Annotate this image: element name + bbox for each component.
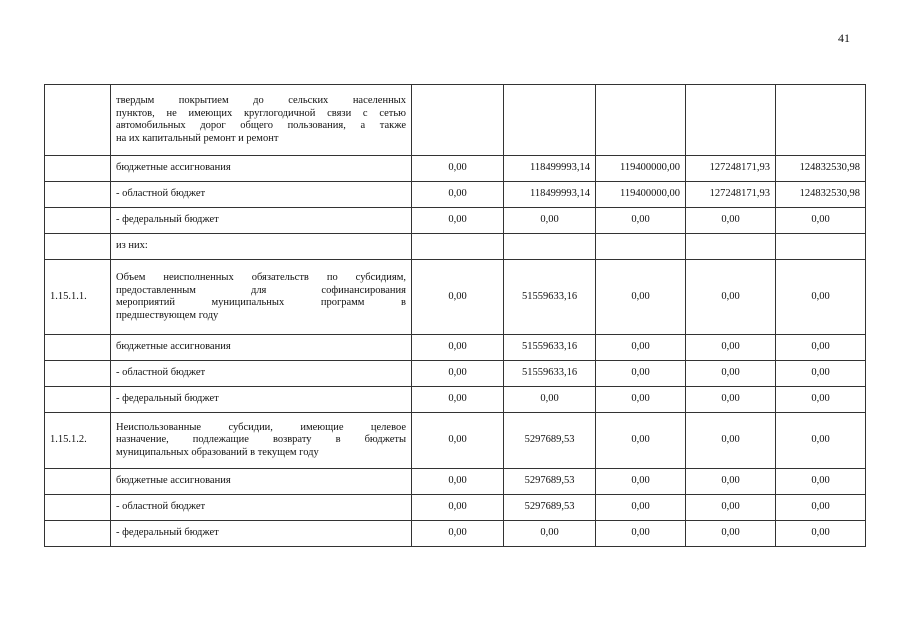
value-cell: 0,00: [412, 335, 504, 361]
description-line: Неиспользованные субсидии, имеющие целевое: [116, 421, 406, 433]
value-cell: [686, 234, 776, 260]
table-row: [45, 335, 866, 361]
table-row: [45, 182, 866, 208]
description-line: - федеральный бюджет: [116, 214, 219, 226]
value-cell: 0,00: [686, 335, 776, 361]
value-cell: [412, 85, 504, 156]
value-cell: 0,00: [686, 387, 776, 413]
value-cell: 51559633,16: [504, 335, 596, 361]
row-number: [45, 387, 111, 413]
description-line: бюджетные ассигнования: [116, 341, 231, 353]
row-number: [45, 361, 111, 387]
row-description: [111, 469, 412, 495]
value-cell: [776, 234, 866, 260]
value-cell: 118499993,14: [504, 156, 596, 182]
value-cell: 0,00: [596, 387, 686, 413]
row-description: [111, 495, 412, 521]
description-line: автомобильных дорог общего пользования, а также: [116, 120, 406, 131]
value-cell: 0,00: [776, 469, 866, 495]
description-line: - областной бюджет: [116, 367, 206, 379]
row-description: [111, 156, 412, 182]
row-description: [111, 234, 412, 260]
row-description: [111, 521, 412, 547]
description-line: - областной бюджет: [116, 501, 206, 513]
row-number: [45, 495, 111, 521]
description-line: - федеральный бюджет: [116, 527, 219, 539]
value-cell: 0,00: [412, 260, 504, 335]
value-cell: 0,00: [504, 208, 596, 234]
value-cell: 0,00: [596, 469, 686, 495]
value-cell: 0,00: [412, 361, 504, 387]
table-row: [45, 387, 866, 413]
row-description: [111, 260, 412, 335]
description-line: предшествующем году: [116, 309, 219, 321]
value-cell: 127248171,93: [686, 156, 776, 182]
row-number: [45, 335, 111, 361]
value-cell: 0,00: [412, 413, 504, 469]
value-cell: [596, 234, 686, 260]
table-row: [45, 413, 866, 469]
description-line: назначение, подлежащие возврату в бюджеты: [116, 434, 406, 446]
value-cell: 0,00: [686, 361, 776, 387]
description-line: бюджетные ассигнования: [116, 475, 231, 487]
value-cell: 0,00: [596, 260, 686, 335]
row-number: [45, 469, 111, 495]
description-line: - областной бюджет: [116, 188, 206, 200]
value-cell: [412, 234, 504, 260]
value-cell: 0,00: [776, 521, 866, 547]
table-row: [45, 495, 866, 521]
description-line: из них:: [116, 240, 148, 252]
value-cell: 0,00: [686, 413, 776, 469]
row-number: [45, 85, 111, 156]
page-number: 41: [838, 31, 850, 45]
value-cell: [596, 85, 686, 156]
value-cell: 0,00: [596, 361, 686, 387]
value-cell: [686, 85, 776, 156]
description-line: мероприятий муниципальных программ в: [116, 297, 406, 308]
row-description: [111, 85, 412, 156]
value-cell: 0,00: [776, 387, 866, 413]
row-description: [111, 361, 412, 387]
row-number: [45, 521, 111, 547]
value-cell: 0,00: [686, 495, 776, 521]
table-row: [45, 156, 866, 182]
value-cell: 0,00: [776, 260, 866, 335]
table-body: [45, 85, 866, 547]
value-cell: 0,00: [596, 208, 686, 234]
value-cell: 0,00: [596, 495, 686, 521]
value-cell: 0,00: [412, 387, 504, 413]
table-row: [45, 260, 866, 335]
row-description: [111, 208, 412, 234]
value-cell: 0,00: [686, 260, 776, 335]
value-cell: 124832530,98: [776, 182, 866, 208]
row-description: [111, 335, 412, 361]
value-cell: 5297689,53: [504, 413, 596, 469]
value-cell: 0,00: [686, 469, 776, 495]
value-cell: 0,00: [776, 208, 866, 234]
row-number: [45, 156, 111, 182]
row-number: [45, 182, 111, 208]
row-description: [111, 413, 412, 469]
description-line: - федеральный бюджет: [116, 393, 219, 405]
value-cell: 124832530,98: [776, 156, 866, 182]
value-cell: 0,00: [504, 387, 596, 413]
value-cell: 0,00: [412, 469, 504, 495]
value-cell: 0,00: [412, 521, 504, 547]
value-cell: 0,00: [596, 521, 686, 547]
row-description: [111, 387, 412, 413]
description-line: пунктов, не имеющих круглогодичной связи с сетью: [116, 107, 406, 119]
value-cell: 51559633,16: [504, 260, 596, 335]
description-line: муниципальных образований в текущем году: [116, 446, 319, 458]
value-cell: 0,00: [776, 495, 866, 521]
value-cell: 119400000,00: [596, 182, 686, 208]
value-cell: 0,00: [504, 521, 596, 547]
value-cell: 0,00: [412, 208, 504, 234]
description-line: на их капитальный ремонт и ремонт: [116, 132, 279, 144]
value-cell: 0,00: [686, 521, 776, 547]
value-cell: 0,00: [776, 335, 866, 361]
description-line: бюджетные ассигнования: [116, 162, 231, 174]
row-number: [45, 234, 111, 260]
row-description: [111, 182, 412, 208]
value-cell: 0,00: [686, 208, 776, 234]
value-cell: 0,00: [776, 361, 866, 387]
table-row: [45, 208, 866, 234]
value-cell: 5297689,53: [504, 495, 596, 521]
value-cell: 51559633,16: [504, 361, 596, 387]
description-line: предоставленным для софинансирования: [116, 284, 406, 296]
table-row: [45, 234, 866, 260]
value-cell: 0,00: [596, 413, 686, 469]
row-number: 1.15.1.1.: [45, 260, 111, 335]
table-row: [45, 469, 866, 495]
value-cell: 5297689,53: [504, 469, 596, 495]
value-cell: [504, 85, 596, 156]
value-cell: 0,00: [776, 413, 866, 469]
row-number: 1.15.1.2.: [45, 413, 111, 469]
description-line: твердым покрытием до сельских населенных: [116, 95, 406, 106]
value-cell: [776, 85, 866, 156]
value-cell: 127248171,93: [686, 182, 776, 208]
value-cell: 0,00: [412, 182, 504, 208]
table-row: [45, 85, 866, 156]
value-cell: 118499993,14: [504, 182, 596, 208]
row-number: [45, 208, 111, 234]
table-row: [45, 521, 866, 547]
table-row: [45, 361, 866, 387]
value-cell: 0,00: [596, 335, 686, 361]
value-cell: 119400000,00: [596, 156, 686, 182]
value-cell: 0,00: [412, 495, 504, 521]
description-line: Объем неисполненных обязательств по субсидиям,: [116, 272, 406, 283]
budget-table: [44, 84, 866, 547]
value-cell: 0,00: [412, 156, 504, 182]
value-cell: [504, 234, 596, 260]
